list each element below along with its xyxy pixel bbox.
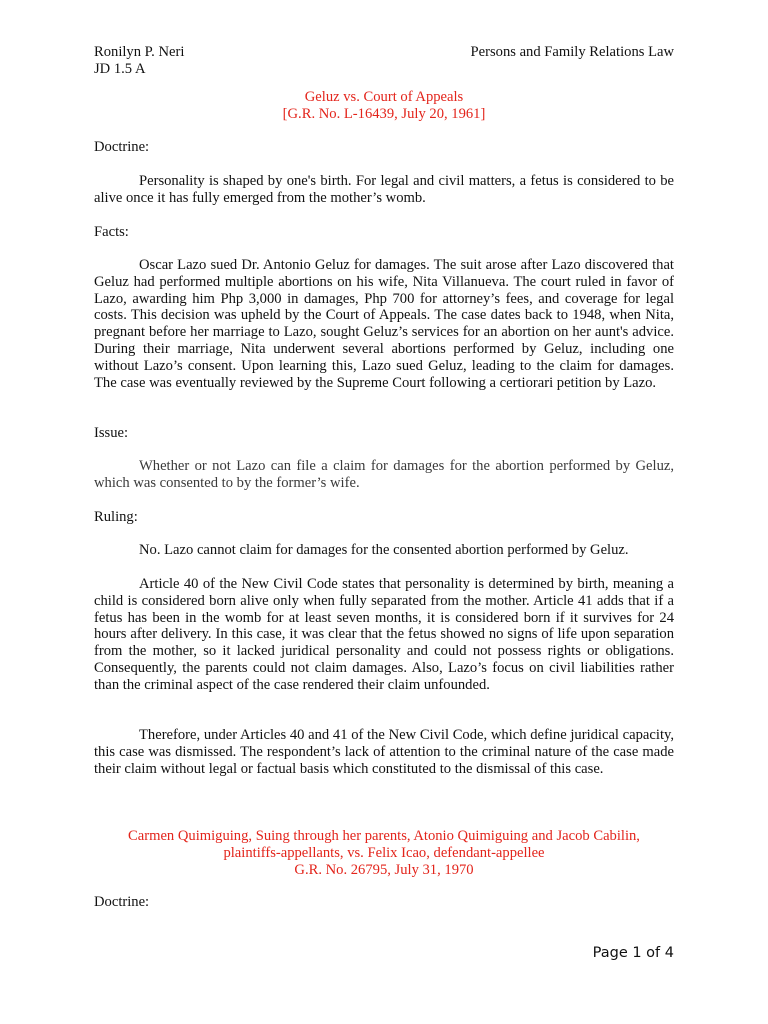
header-left <box>94 44 184 78</box>
case1-facts-text: Oscar Lazo sued Dr. Antonio Geluz for damages. The suit arose after Lazo discovered that Geluz had performed multiple abortions on his wife, Nita Villanueva. The court ruled in favor of Lazo, awarding him Php 3,000 in damages, Php 700 for attorney’s fees, and coverage for legal costs. This decision was upheld by the Court of Appeals. The case dates back to 1948, when Nita, pregnant before her marriage to Lazo, sought Geluz’s services for an abortion on her aunt's advice. During their marriage, Nita underwent several abortions performed by Geluz, including one without Lazo’s consent. Upon learning this, Lazo sued Geluz, leading to the claim for damages. The case was eventually reviewed by the Supreme Court following a certiorari petition by Lazo. <box>94 257 674 391</box>
case1-ruling-explanation: Article 40 of the New Civil Code states that personality is determined by birth, meaning a child is considered born alive only when fully separated from the mother. Article 41 adds that if a fetus has been in the womb for at least seven months, it is considered born if it survives for 24 hours after delivery. In this case, it was clear that the fetus showed no signs of life upon separation from the mother, so it lacked juridical personality and could not possess rights or obligations. Consequently, the parents could not claim damages. Also, Lazo’s focus on civil liabilities rather than the criminal aspect of the case rendered their claim unfounded. <box>94 576 674 693</box>
case1-doctrine-text: Personality is shaped by one's birth. For legal and civil matters, a fetus is considered to be alive once it has fully emerged from the mother’s womb. <box>94 173 674 206</box>
case1-citation: [G.R. No. L-16439, July 20, 1961] <box>282 106 486 122</box>
case2-title-line2: plaintiffs-appellants, vs. Felix Icao, defendant-appellee <box>223 845 545 861</box>
case1-ruling-conclusion: Therefore, under Articles 40 and 41 of the New Civil Code, which define juridical capacity, this case was dismissed. The respondent’s lack of attention to the criminal nature of the case made their claim without legal or factual basis which constituted to the dismissal of this case. <box>94 727 674 777</box>
case1-heading <box>94 89 674 123</box>
course-title: Persons and Family Relations Law <box>470 44 674 60</box>
case1-ruling-label: Ruling: <box>94 509 138 525</box>
class-section: JD 1.5 A <box>94 61 146 77</box>
case2-doctrine-label: Doctrine: <box>94 894 150 910</box>
case1-doctrine-label: Doctrine: <box>94 139 150 155</box>
case1-facts-label: Facts: <box>94 224 129 240</box>
case2-heading <box>94 828 674 879</box>
author-name: Ronilyn P. Neri <box>94 44 185 60</box>
case1-title: Geluz vs. Court of Appeals <box>304 89 464 105</box>
case1-issue-text: Whether or not Lazo can file a claim for damages for the abortion performed by Geluz, which was consented to by the former’s wife. <box>94 458 674 491</box>
case2-citation: G.R. No. 26795, July 31, 1970 <box>294 862 474 878</box>
case2-title-line1: Carmen Quimiguing, Suing through her parents, Atonio Quimiguing and Jacob Cabilin, <box>128 828 640 844</box>
case1-issue-label: Issue: <box>94 425 129 441</box>
page-number: Page 1 of 4 <box>592 945 674 961</box>
case1-ruling-answer: No. Lazo cannot claim for damages for the consented abortion performed by Geluz. <box>139 542 629 558</box>
